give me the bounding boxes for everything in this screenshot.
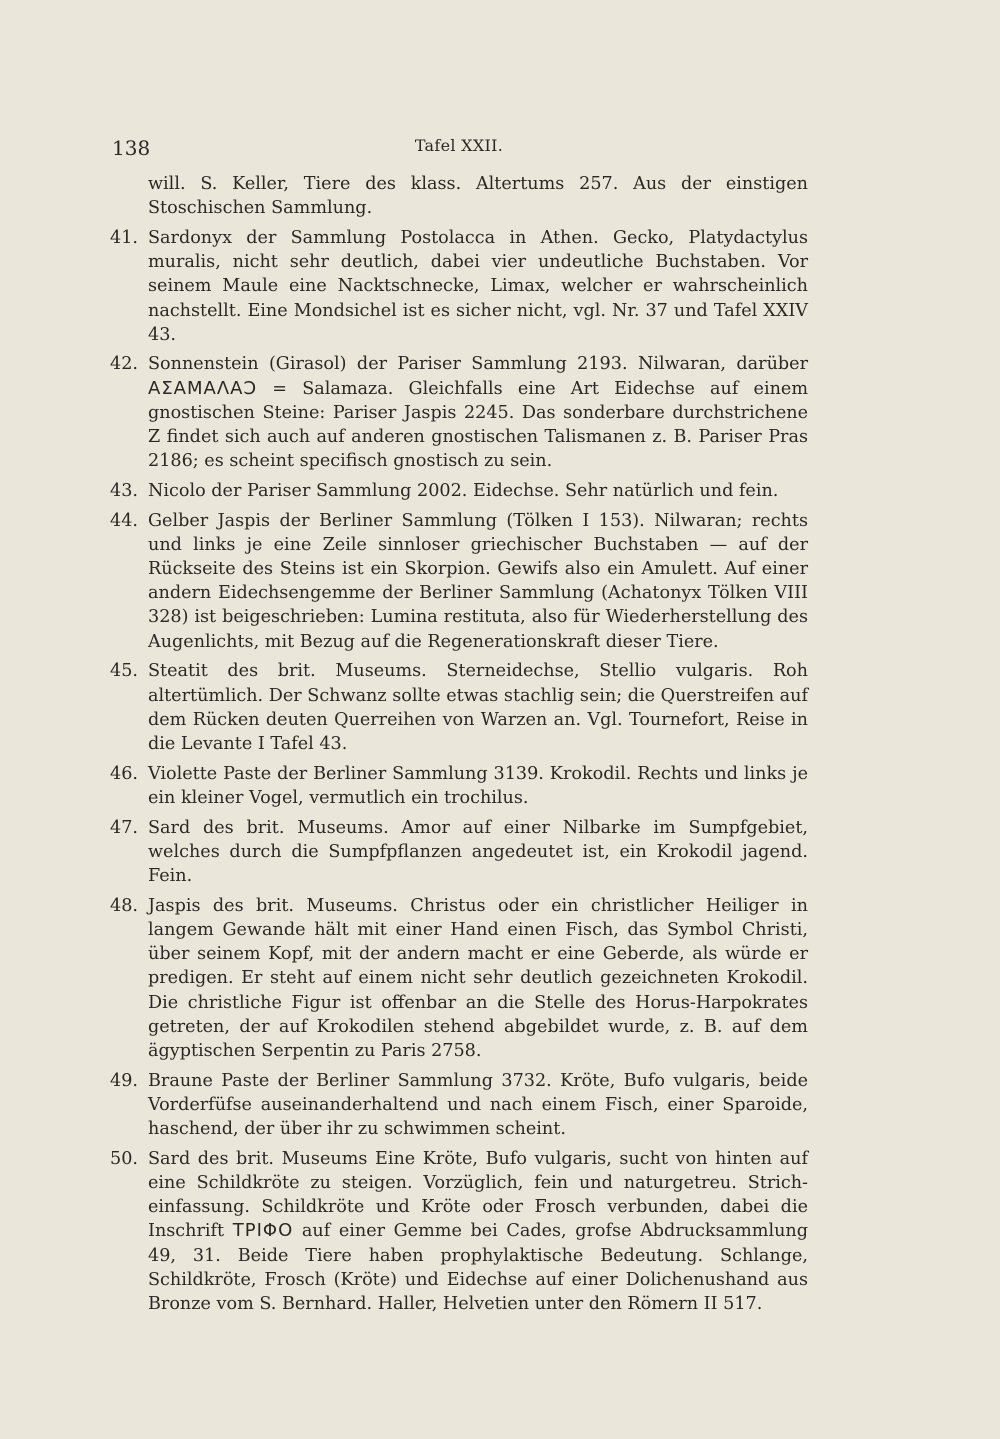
page-header [112, 136, 806, 166]
entry-48 [110, 894, 808, 1063]
entry-41 [110, 226, 808, 347]
entry-text: Nicolo der Pariser Sammlung 2002. Eidechse. Sehr natürlich und fein. [148, 480, 779, 501]
running-title: Tafel XXII. [414, 136, 504, 155]
entry-42 [110, 352, 808, 473]
entry-text: Braune Paste der Berliner Sammlung 3732. Kröte, Bufo vulgaris, beide Vorderfüfse auseinanderhaltend und nach einem Fisch, einer Sparoide, haschend, der über ihr zu schwimmen scheint. [148, 1070, 808, 1140]
greek-inscription: ΑΣΑΜΑΛΑƆ [148, 377, 258, 399]
entry-number: 49. [110, 1070, 138, 1091]
entry-text: Violette Paste der Berliner Sammlung 3139. Krokodil. Rechts und links je ein kleiner Vogel, vermutlich ein trochilus. [148, 763, 808, 808]
entry-text-part: Sonnenstein (Girasol) der Pariser Sammlung 2193. Nilwaran, darüber [148, 354, 808, 375]
entry-text: Sard des brit. Museums. Amor auf einer Nilbarke im Sumpfgebiet, welches durch die Sumpfpflanzen angedeutet ist, ein Krokodil jagend. Fein. [148, 817, 808, 886]
entry-number: 41. [110, 227, 138, 248]
entry-number: 48. [110, 895, 138, 916]
entry-number: 43. [110, 480, 138, 501]
intro-paragraph: will. S. Keller, Tiere des klass. Altertums 257. Aus der einstigen Stoschischen Sammlung. [148, 174, 808, 219]
entry-text-part: = Salamaza. Gleichfalls eine Art Eidechse auf einem gnostischen Steine: Pariser Jaspis 2245. Das sonderbare durchstrichene Z findet sich auch auf anderen gnostischen Talismanen z. B. Pariser Pras 2186; es scheint specifisch gnostisch zu sein. [148, 378, 809, 472]
entry-45 [110, 659, 808, 756]
entry-text: Steatit des brit. Museums. Sterneidechse, Stellio vulgaris. Roh altertümlich. Der Schwanz sollte etwas stachlig sein; die Querstreifen auf dem Rücken deuten Querreihen von Warzen an. Vgl. Tournefort, Reise in die Levante I Tafel 43. [148, 661, 808, 754]
entry-number: 42. [110, 354, 138, 375]
entry-46 [110, 762, 808, 810]
entry-50 [110, 1147, 808, 1316]
entry-number: 46. [110, 763, 138, 784]
entry-text [148, 1147, 808, 1316]
entry-number: 44. [110, 510, 138, 531]
entry-44 [110, 509, 808, 654]
entry-text [148, 352, 808, 473]
entry-text: Gelber Jaspis der Berliner Sammlung (Tölken I 153). Nilwaran; rechts und links je eine Zeile sinnloser griechischer Buchstaben — auf der Rückseite des Steins ist ein Skorpion. Gewifs also ein Amulett. Auf einer andern Eidechsengemme der Berliner Sammlung (Achatonyx Tölken VIII 328) ist beigeschrieben: Lumina restituta, also für Wiederherstellung des Augenlichts, mit Bezug auf die Regenerationskraft dieser Tiere. [148, 510, 808, 652]
entry-47 [110, 816, 808, 889]
entry-text-part: Sard des brit. Museums Eine Kröte, Bufo vulgaris, sucht von hinten auf eine Schildkröte zu steigen. Vorzüglich, fein und naturgetreu. Strich-einfassung. Schildkröte und Kröte oder Frosch verbunden, dabei die Inschrift [148, 1148, 808, 1242]
entry-text-part: auf einer Gemme bei Cades, grofse Abdrucksammlung 49, 31. Beide Tiere haben prophylaktische Bedeutung. Schlange, Schildkröte, Frosch (Kröte) und Eidechse auf einer Dolichenushand aus Bronze vom S. Bernhard. Haller, Helvetien unter den Römern II 517. [148, 1221, 809, 1314]
entry-number: 47. [110, 817, 138, 838]
entry-43 [110, 479, 808, 503]
entry-number: 50. [110, 1148, 138, 1169]
entry-text: Sardonyx der Sammlung Postolacca in Athen. Gecko, Platydactylus muralis, nicht sehr deutlich, dabei vier undeutliche Buchstaben. Vor seinem Maule eine Nacktschnecke, Limax, welcher er wahrscheinlich nachstellt. Eine Mondsichel ist es sicher nicht, vgl. Nr. 37 und Tafel XXIV 43. [148, 227, 808, 345]
entry-text: Jaspis des brit. Museums. Christus oder ein christlicher Heiliger in langem Gewande hält mit einer Hand einen Fisch, das Symbol Christi, über seinem Kopf, mit der andern macht er eine Geberde, als würde er predigen. Er steht auf einem nicht sehr deutlich gezeichneten Krokodil. Die christliche Figur ist offenbar an die Stelle des Horus-Harpokrates getreten, der auf Krokodilen stehend abgebildet wurde, z. B. auf dem ägyptischen Serpentin zu Paris 2758. [148, 895, 808, 1061]
greek-inscription: ΤΡΙΦΟ [232, 1220, 294, 1242]
page-body [110, 172, 808, 1316]
entry-number: 45. [110, 661, 138, 682]
entry-49 [110, 1069, 808, 1142]
page-number: 138 [112, 136, 151, 160]
